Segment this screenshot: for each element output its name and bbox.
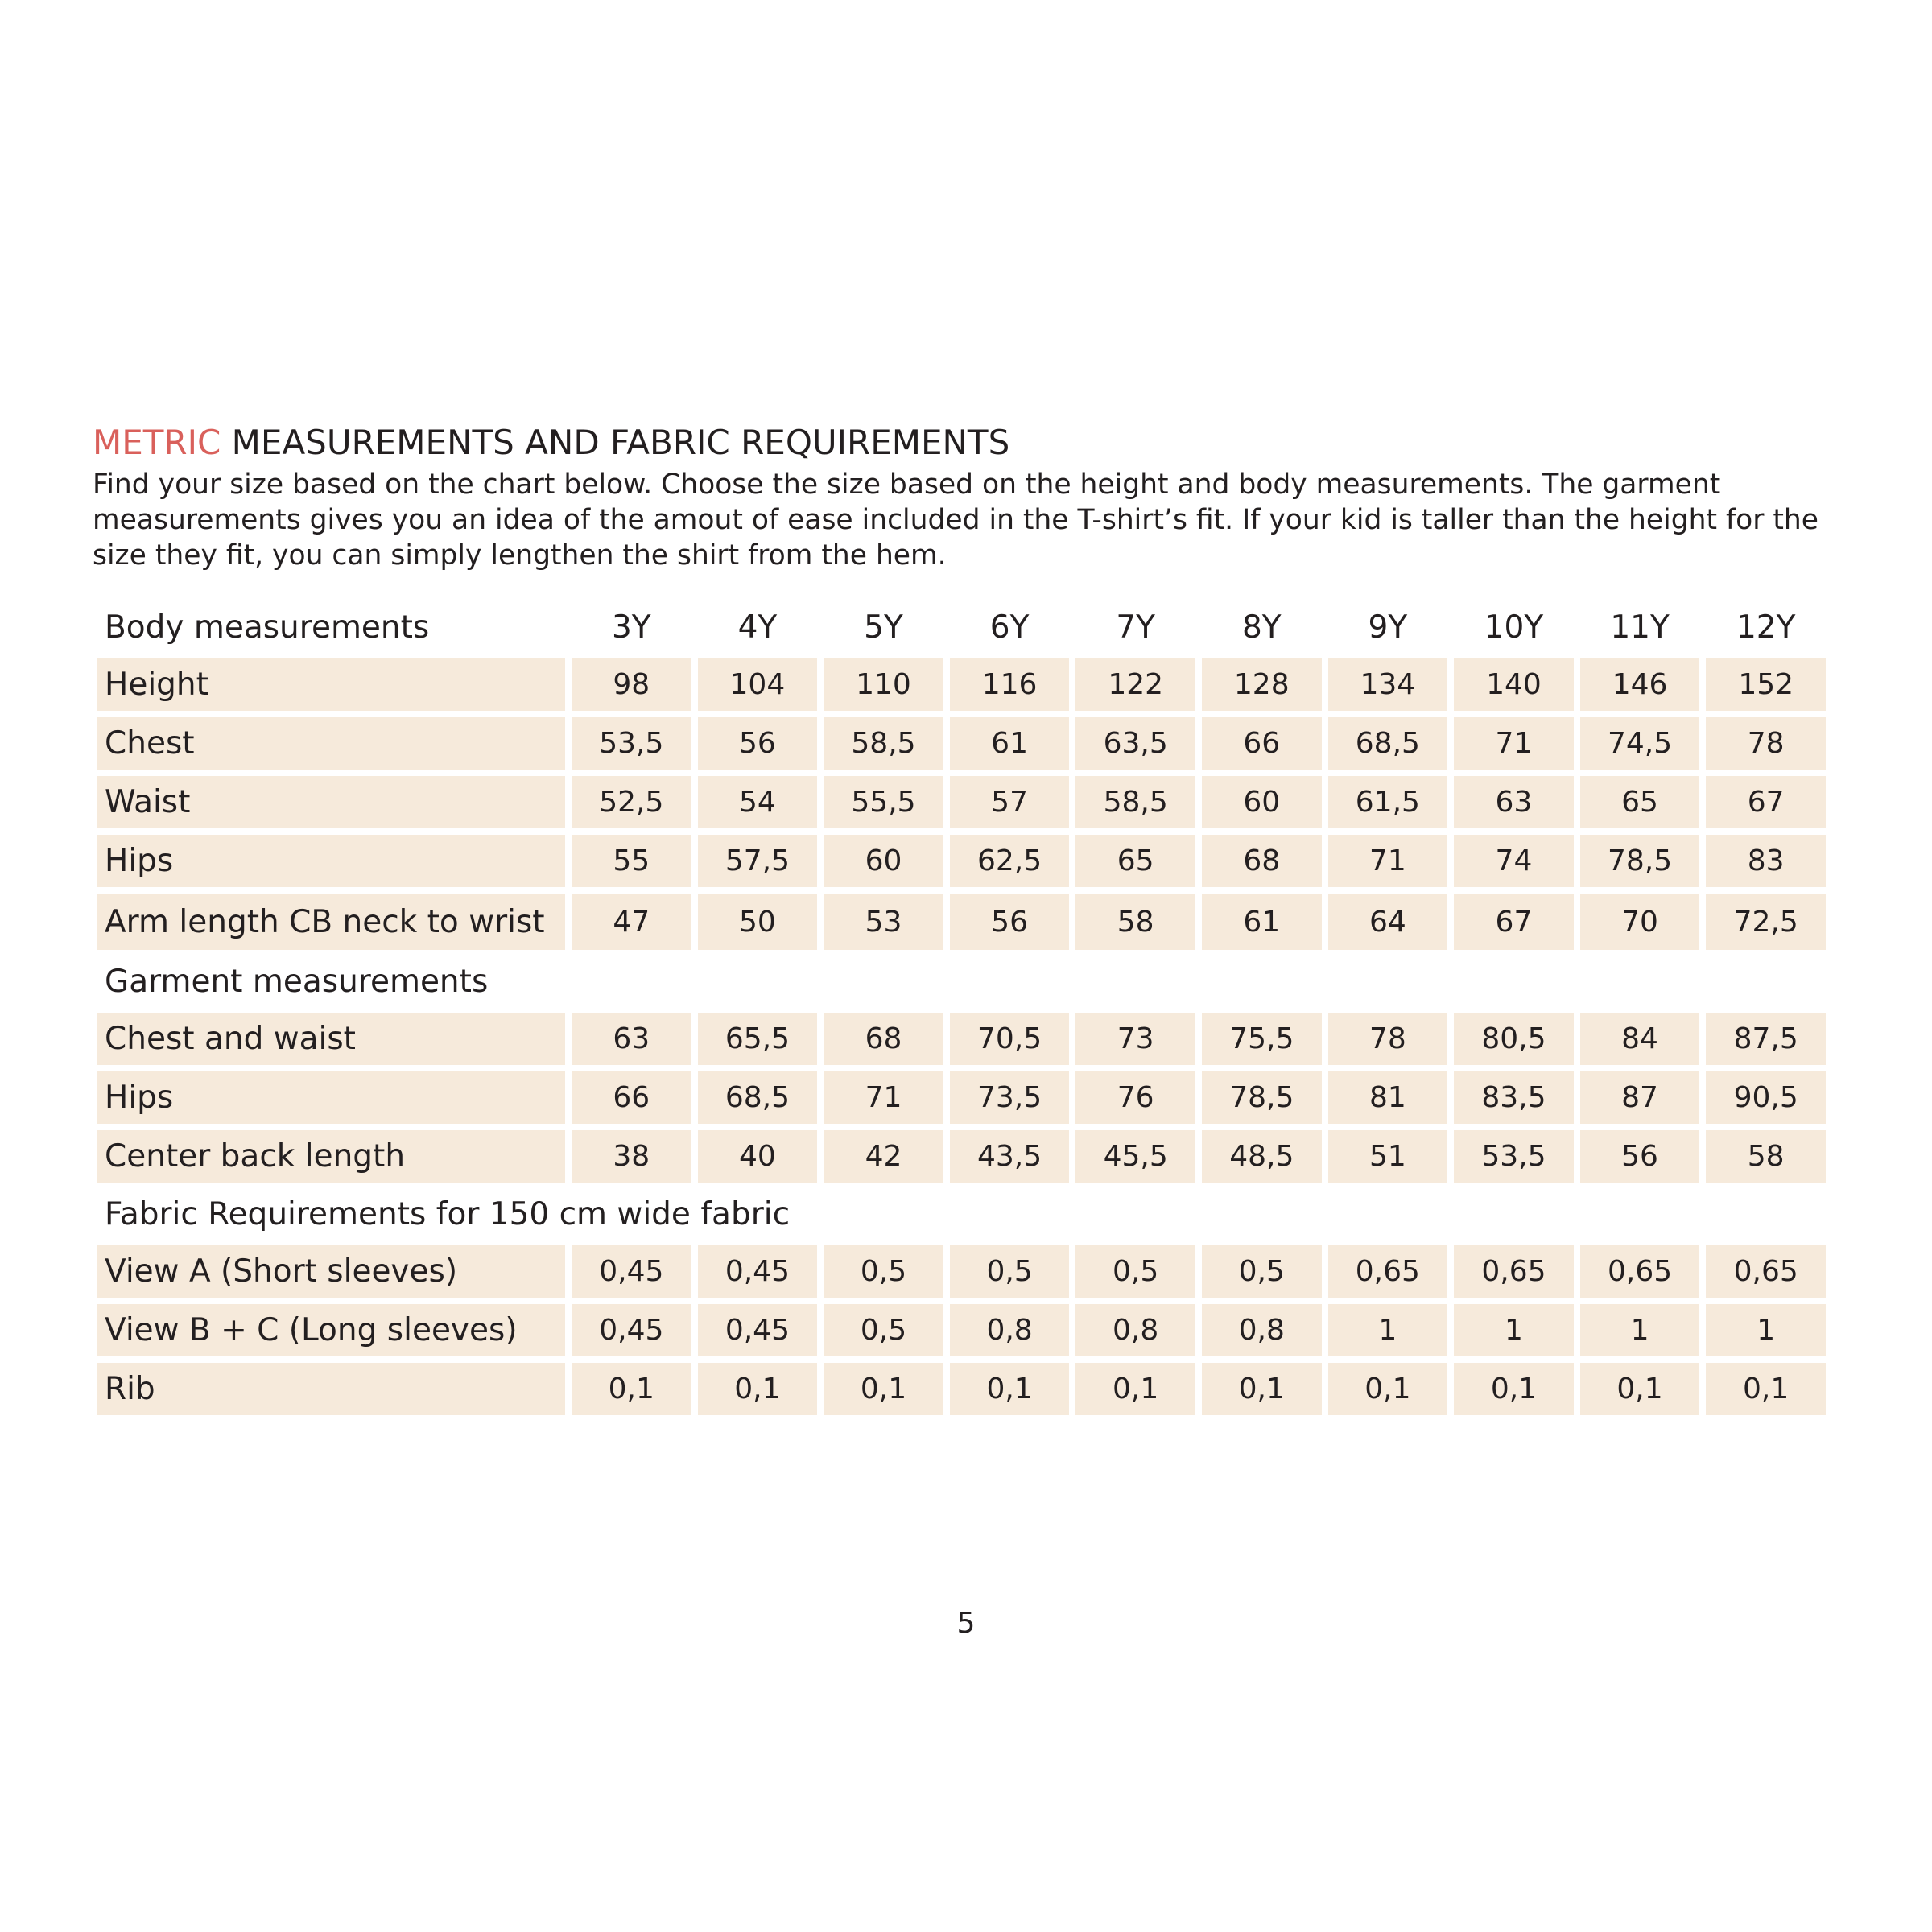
table-row	[97, 835, 1826, 887]
row-label: Hips	[97, 1071, 565, 1124]
measurement-cell: 70	[1580, 894, 1700, 950]
size-header-cell: 11Y	[1610, 609, 1670, 646]
measurement-cell: 0,65	[1706, 1245, 1826, 1298]
measurement-cell: 1	[1580, 1304, 1700, 1356]
size-chart-table	[90, 596, 1832, 1422]
measurement-cell: 122	[1075, 658, 1195, 711]
section-title: Fabric Requirements for 150 cm wide fabric	[105, 1195, 791, 1232]
measurement-cell: 0,1	[1202, 1363, 1322, 1415]
table-row	[97, 658, 1826, 711]
measurement-cell: 128	[1202, 658, 1322, 711]
measurement-cell: 98	[572, 658, 691, 711]
size-header-cell: 9Y	[1368, 609, 1408, 646]
measurement-cell: 0,5	[1202, 1245, 1322, 1298]
measurement-cell: 68,5	[1328, 717, 1448, 770]
measurement-cell: 67	[1706, 776, 1826, 828]
measurement-cell: 0,65	[1328, 1245, 1448, 1298]
measurement-cell: 42	[824, 1130, 943, 1183]
measurement-cell: 110	[824, 658, 943, 711]
measurement-cell: 78,5	[1580, 835, 1700, 887]
measurement-cell: 53,5	[572, 717, 691, 770]
size-header-cell: 7Y	[1116, 609, 1155, 646]
measurement-cell: 56	[1580, 1130, 1700, 1183]
measurement-cell: 83	[1706, 835, 1826, 887]
measurement-cell: 61	[950, 717, 1070, 770]
measurement-cell: 62,5	[950, 835, 1070, 887]
measurement-cell: 68,5	[698, 1071, 818, 1124]
measurement-cell: 43,5	[950, 1130, 1070, 1183]
measurement-cell: 56	[698, 717, 818, 770]
measurement-cell: 0,5	[950, 1245, 1070, 1298]
measurement-cell: 0,1	[824, 1363, 943, 1415]
table-row	[97, 1304, 1826, 1356]
measurement-cell: 47	[572, 894, 691, 950]
measurement-cell: 76	[1075, 1071, 1195, 1124]
measurement-cell: 51	[1328, 1130, 1448, 1183]
measurement-cell: 57	[950, 776, 1070, 828]
measurement-cell: 0,45	[572, 1245, 691, 1298]
section-title: Body measurements	[105, 609, 430, 646]
measurement-cell: 0,1	[1075, 1363, 1195, 1415]
measurement-cell: 72,5	[1706, 894, 1826, 950]
page-number: 5	[956, 1607, 976, 1640]
measurement-cell: 0,45	[572, 1304, 691, 1356]
measurement-cell: 80,5	[1454, 1013, 1574, 1065]
row-label: Chest	[97, 717, 565, 770]
measurement-cell: 58	[1075, 894, 1195, 950]
measurement-cell: 64	[1328, 894, 1448, 950]
measurement-cell: 90,5	[1706, 1071, 1826, 1124]
measurement-cell: 0,45	[698, 1245, 818, 1298]
row-label: Hips	[97, 835, 565, 887]
measurement-cell: 0,8	[950, 1304, 1070, 1356]
section-title: Garment measurements	[105, 963, 489, 1000]
measurement-cell: 104	[698, 658, 818, 711]
row-label: Rib	[97, 1363, 565, 1415]
measurement-cell: 75,5	[1202, 1013, 1322, 1065]
page-title	[93, 420, 1009, 465]
measurement-cell: 66	[572, 1071, 691, 1124]
size-header-cell: 5Y	[864, 609, 903, 646]
measurement-cell: 63	[572, 1013, 691, 1065]
measurement-cell: 55,5	[824, 776, 943, 828]
measurement-cell: 58,5	[1075, 776, 1195, 828]
measurement-cell: 65,5	[698, 1013, 818, 1065]
measurement-cell: 84	[1580, 1013, 1700, 1065]
measurement-cell: 1	[1706, 1304, 1826, 1356]
measurement-cell: 0,1	[950, 1363, 1070, 1415]
measurement-cell: 0,8	[1202, 1304, 1322, 1356]
size-header-cell: 10Y	[1484, 609, 1544, 646]
measurement-cell: 152	[1706, 658, 1826, 711]
table-row	[97, 717, 1826, 770]
measurement-cell: 1	[1454, 1304, 1574, 1356]
measurement-cell: 0,1	[1454, 1363, 1574, 1415]
measurement-cell: 58	[1706, 1130, 1826, 1183]
measurement-cell: 74	[1454, 835, 1574, 887]
measurement-cell: 65	[1075, 835, 1195, 887]
measurement-cell: 61	[1202, 894, 1322, 950]
size-header-cell: 8Y	[1241, 609, 1282, 646]
section-header-row	[97, 1189, 1826, 1239]
measurement-cell: 71	[1328, 835, 1448, 887]
measurement-cell: 71	[824, 1071, 943, 1124]
measurement-cell: 0,1	[1706, 1363, 1826, 1415]
measurement-cell: 0,1	[572, 1363, 691, 1415]
row-label: Arm length CB neck to wrist	[97, 894, 565, 950]
measurement-cell: 66	[1202, 717, 1322, 770]
measurement-cell: 78,5	[1202, 1071, 1322, 1124]
measurement-cell: 63,5	[1075, 717, 1195, 770]
measurement-cell: 81	[1328, 1071, 1448, 1124]
measurement-cell: 71	[1454, 717, 1574, 770]
measurement-cell: 48,5	[1202, 1130, 1322, 1183]
measurement-cell: 40	[698, 1130, 818, 1183]
intro-paragraph: Find your size based on the chart below. Choose the size based on the height and body measurements. The garment measurements gives you an idea of the amout of ease included in the T-shirt’s fit. If your kid is taller than the height for the size they fit, you can simply lengthen the shirt from the hem.	[93, 469, 1818, 572]
row-label: Center back length	[97, 1130, 565, 1183]
measurement-cell: 134	[1328, 658, 1448, 711]
row-label: Height	[97, 658, 565, 711]
measurement-cell: 0,1	[1580, 1363, 1700, 1415]
row-label: View B + C (Long sleeves)	[97, 1304, 565, 1356]
table-row	[97, 1013, 1826, 1065]
size-header-cell: 12Y	[1736, 609, 1796, 646]
measurement-cell: 0,65	[1454, 1245, 1574, 1298]
size-header-cell: 3Y	[611, 609, 651, 646]
table-row	[97, 1130, 1826, 1183]
measurement-cell: 83,5	[1454, 1071, 1574, 1124]
measurement-cell: 87,5	[1706, 1013, 1826, 1065]
measurement-cell: 0,65	[1580, 1245, 1700, 1298]
measurement-cell: 78	[1328, 1013, 1448, 1065]
table-row	[97, 1245, 1826, 1298]
table-row	[97, 1071, 1826, 1124]
measurement-cell: 53	[824, 894, 943, 950]
measurement-cell: 68	[1202, 835, 1322, 887]
row-label: Chest and waist	[97, 1013, 565, 1065]
measurement-cell: 38	[572, 1130, 691, 1183]
measurement-cell: 0,1	[1328, 1363, 1448, 1415]
table-row	[97, 1363, 1826, 1415]
measurement-cell: 0,5	[824, 1304, 943, 1356]
table-row	[97, 894, 1826, 950]
measurement-cell: 0,5	[824, 1245, 943, 1298]
section-header-row	[97, 956, 1826, 1006]
title-rest: MEASUREMENTS AND FABRIC REQUIREMENTS	[221, 423, 1010, 462]
row-label: View A (Short sleeves)	[97, 1245, 565, 1298]
measurement-cell: 0,5	[1075, 1245, 1195, 1298]
measurement-cell: 0,45	[698, 1304, 818, 1356]
measurement-cell: 54	[698, 776, 818, 828]
measurement-cell: 58,5	[824, 717, 943, 770]
measurement-cell: 1	[1328, 1304, 1448, 1356]
measurement-cell: 61,5	[1328, 776, 1448, 828]
measurement-cell: 50	[698, 894, 818, 950]
measurement-cell: 63	[1454, 776, 1574, 828]
row-label: Waist	[97, 776, 565, 828]
measurement-cell: 146	[1580, 658, 1700, 711]
measurement-cell: 45,5	[1075, 1130, 1195, 1183]
measurement-cell: 87	[1580, 1071, 1700, 1124]
measurement-cell: 56	[950, 894, 1070, 950]
measurement-cell: 68	[824, 1013, 943, 1065]
measurement-cell: 74,5	[1580, 717, 1700, 770]
measurement-cell: 73,5	[950, 1071, 1070, 1124]
measurement-cell: 0,8	[1075, 1304, 1195, 1356]
measurement-cell: 140	[1454, 658, 1574, 711]
size-header-row	[97, 602, 1826, 652]
size-header-cell: 4Y	[737, 609, 778, 646]
measurement-cell: 70,5	[950, 1013, 1070, 1065]
measurement-cell: 55	[572, 835, 691, 887]
measurement-cell: 0,1	[698, 1363, 818, 1415]
measurement-cell: 78	[1706, 717, 1826, 770]
measurement-cell: 67	[1454, 894, 1574, 950]
size-header-cell: 6Y	[989, 609, 1030, 646]
measurement-cell: 65	[1580, 776, 1700, 828]
measurement-cell: 116	[950, 658, 1070, 711]
measurement-cell: 73	[1075, 1013, 1195, 1065]
table-row	[97, 776, 1826, 828]
measurement-cell: 52,5	[572, 776, 691, 828]
measurement-cell: 60	[824, 835, 943, 887]
title-accent: METRIC	[93, 423, 221, 462]
measurement-cell: 60	[1202, 776, 1322, 828]
measurement-cell: 53,5	[1454, 1130, 1574, 1183]
measurement-cell: 57,5	[698, 835, 818, 887]
